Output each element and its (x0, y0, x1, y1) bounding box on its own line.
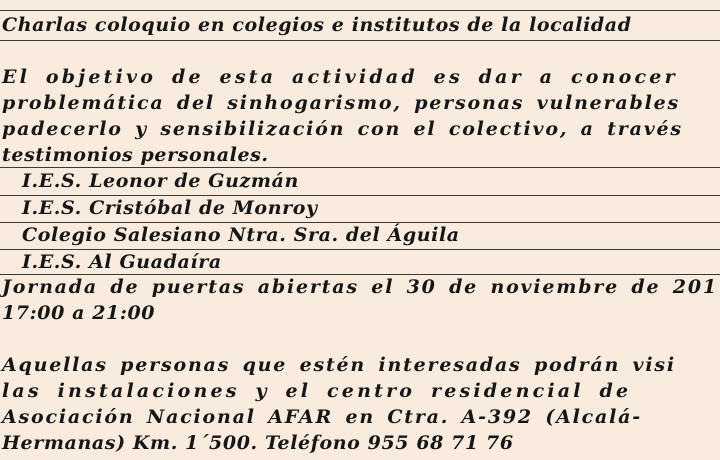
visit-line-3: Asociación Nacional AFAR en Ctra. A-392 (Alcalá- (2, 406, 642, 428)
open-day-hours: 17:00 a 21:00 (2, 302, 156, 324)
table-rule (0, 40, 720, 41)
objective-line-3: padecerlo y sensibilización con el colectivo, a través (2, 118, 683, 140)
visit-line-4: Hermanas) Km. 1´500. Teléfono 955 68 71 76 (2, 432, 514, 454)
objective-line-1: El objetivo de esta actividad es dar a conocer (2, 66, 678, 88)
school-item: I.E.S. Al Guadaíra (22, 251, 222, 273)
open-day-line-1: Jornada de puertas abiertas el 30 de noviembre de 201 (2, 276, 718, 298)
school-item: Colegio Salesiano Ntra. Sra. del Águila (22, 224, 460, 246)
visit-line-1: Aquellas personas que estén interesadas podrán visi (2, 354, 676, 376)
section-heading: Charlas coloquio en colegios e institutos de la localidad (2, 14, 632, 36)
objective-line-4: testimonios personales. (2, 144, 269, 166)
school-item: I.E.S. Leonor de Guzmán (22, 170, 299, 192)
objective-line-2: problemática del sinhogarismo, personas vulnerables (2, 92, 680, 114)
table-rule (0, 10, 720, 11)
school-item: I.E.S. Cristóbal de Monroy (22, 197, 318, 219)
visit-line-2: las instalaciones y el centro residencial de (2, 380, 632, 402)
